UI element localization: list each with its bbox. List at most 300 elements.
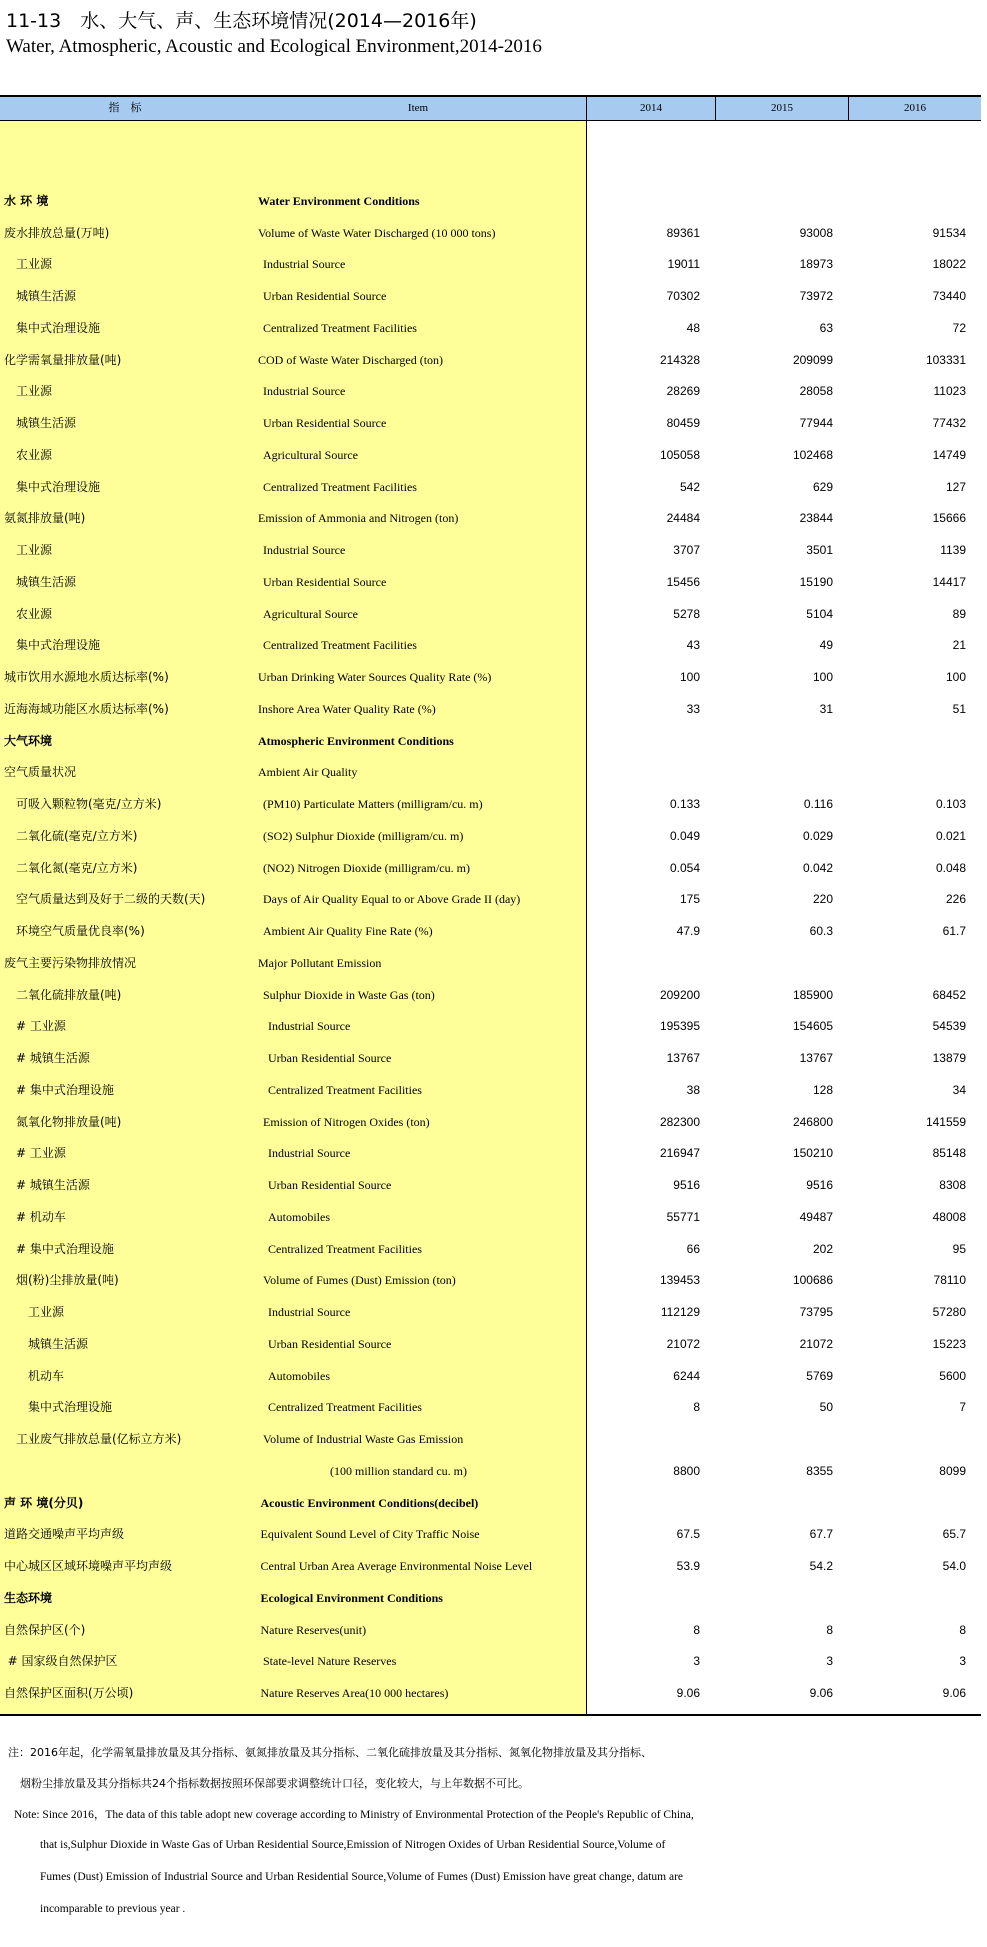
- table-bottom-rule: [0, 1714, 981, 1716]
- indicator-cn: 空气质量状况: [4, 765, 77, 780]
- indicator-cn: 工业源: [28, 1305, 65, 1319]
- table-row: [0, 1201, 981, 1233]
- indicator-en: Agricultural Source: [263, 447, 358, 462]
- value-2015: 93008: [799, 225, 833, 240]
- indicator-en: Nature Reserves(unit): [260, 1622, 367, 1637]
- table-row: [0, 1042, 981, 1074]
- value-2014: 43: [686, 638, 700, 653]
- table-row: [0, 693, 981, 725]
- value-2014: 89361: [666, 225, 700, 240]
- value-2014: 67.5: [676, 1527, 700, 1542]
- indicator-en: Agricultural Source: [263, 606, 358, 621]
- indicator-cn: 大气环境: [4, 733, 53, 748]
- table-row: [0, 217, 981, 249]
- indicator-en: Industrial Source: [268, 1305, 351, 1319]
- indicator-en: Central Urban Area Average Environmental Noise Level: [260, 1559, 533, 1573]
- table-row: [0, 1391, 981, 1423]
- section-header-row: [0, 725, 981, 757]
- indicator-en: (100 million standard cu. m): [330, 1463, 467, 1478]
- table-row: [0, 915, 981, 947]
- indicator-cn: 空气质量达到及好于二级的天数(天): [16, 892, 206, 907]
- value-2016: 85148: [932, 1146, 966, 1161]
- value-2015: 0.042: [802, 860, 833, 875]
- value-2015: 23844: [799, 511, 833, 526]
- value-2015: 54.2: [809, 1559, 833, 1573]
- table-row: [0, 852, 981, 884]
- value-2016: 127: [945, 479, 966, 494]
- header-year-2015: 2015: [771, 102, 793, 114]
- value-2016: 14749: [932, 447, 966, 462]
- indicator-en: Centralized Treatment Facilities: [268, 1400, 422, 1415]
- value-2016: 226: [945, 892, 966, 907]
- value-2016: [866, 185, 966, 217]
- value-2014: 8: [693, 1622, 700, 1637]
- value-2014: [600, 1423, 700, 1455]
- indicator-cn: 农业源: [16, 447, 53, 462]
- value-2015: [733, 185, 833, 217]
- indicator-en: State-level Nature Reserves: [263, 1654, 397, 1669]
- value-2014: 5278: [673, 606, 700, 621]
- value-2015: 49: [819, 638, 833, 653]
- value-2016: 78110: [933, 1273, 966, 1288]
- indicator-cn: 二氧化硫排放量(吨): [16, 987, 122, 1002]
- value-2015: 13767: [799, 1051, 833, 1065]
- value-2014: [600, 756, 700, 788]
- table-row: [0, 1677, 981, 1709]
- table-row: [0, 1010, 981, 1042]
- value-2015: 629: [812, 479, 833, 494]
- value-2016: 91534: [932, 225, 966, 240]
- value-2016: 54539: [932, 1019, 966, 1034]
- value-2015: 67.7: [809, 1527, 833, 1542]
- value-2015: [733, 756, 833, 788]
- value-2015: 246800: [792, 1114, 833, 1129]
- indicator-cn: 废气主要污染物排放情况: [4, 955, 137, 970]
- indicator-cn: 城镇生活源: [16, 416, 77, 430]
- value-2014: 21072: [666, 1336, 700, 1351]
- value-2015: 73972: [799, 289, 833, 303]
- table-row: [0, 280, 981, 312]
- value-2016: 34: [952, 1082, 966, 1097]
- value-2015: 102468: [792, 447, 833, 462]
- value-2016: 77432: [932, 416, 966, 430]
- value-2016: 21: [952, 638, 966, 653]
- value-2015: 209099: [792, 352, 833, 367]
- indicator-en: Water Environment Conditions: [258, 193, 420, 208]
- table-row: [0, 407, 981, 439]
- indicator-en: Equivalent Sound Level of City Traffic Noise: [260, 1527, 480, 1542]
- table-row: [0, 502, 981, 534]
- value-2016: 8099: [939, 1463, 966, 1478]
- table-row: [0, 1169, 981, 1201]
- value-2016: 14417: [932, 574, 966, 589]
- value-2015: 9516: [806, 1178, 833, 1192]
- value-2014: 53.9: [676, 1559, 700, 1573]
- value-2016: 11023: [933, 384, 966, 399]
- value-2016: 48008: [932, 1209, 966, 1224]
- indicator-cn: 自然保护区(个): [4, 1622, 86, 1637]
- indicator-cn: 二氧化氮(毫克/立方米): [16, 860, 138, 875]
- indicator-en: Urban Residential Source: [268, 1051, 392, 1065]
- value-2016: 8308: [939, 1178, 966, 1192]
- value-2014: 80459: [666, 416, 700, 430]
- value-2015: 202: [812, 1241, 833, 1256]
- table-row: [0, 248, 981, 280]
- table-row: [0, 566, 981, 598]
- value-2016: 72: [952, 320, 966, 335]
- indicator-cn: 氨氮排放量(吨): [4, 511, 86, 526]
- indicator-en: (SO2) Sulphur Dioxide (milligram/cu. m): [263, 828, 464, 843]
- value-2015: 154605: [792, 1019, 833, 1034]
- indicator-en: Major Pollutant Emission: [258, 955, 382, 970]
- note-chinese-line-2: 烟粉尘排放量及其分指标共24个指标数据按照环保部要求调整统计口径，变化较大，与上年数据不可比。: [20, 1777, 529, 1790]
- value-2014: 8: [693, 1400, 700, 1415]
- value-2016: [866, 1423, 966, 1455]
- value-2014: 139453: [659, 1273, 700, 1288]
- table-row: [0, 1423, 981, 1455]
- indicator-cn: # 工业源: [16, 1019, 66, 1034]
- indicator-cn: 城镇生活源: [28, 1336, 89, 1351]
- value-2014: 542: [679, 479, 700, 494]
- value-2015: 18973: [799, 257, 833, 272]
- table-row: [0, 1550, 981, 1582]
- value-2016: 54.0: [942, 1559, 966, 1573]
- indicator-en: Centralized Treatment Facilities: [268, 1241, 422, 1256]
- value-2016: 8: [959, 1622, 966, 1637]
- indicator-en: Emission of Nitrogen Oxides (ton): [263, 1114, 430, 1129]
- value-2014: 24484: [666, 511, 700, 526]
- indicator-en: Centralized Treatment Facilities: [263, 479, 417, 494]
- value-2014: 48: [686, 320, 700, 335]
- value-2014: 33: [686, 701, 700, 716]
- table-row: [0, 661, 981, 693]
- value-2014: 8800: [673, 1463, 700, 1478]
- value-2014: 28269: [666, 384, 700, 399]
- indicator-en: Ecological Environment Conditions: [260, 1590, 443, 1605]
- value-2014: [600, 725, 700, 757]
- indicator-en: Volume of Industrial Waste Gas Emission: [263, 1432, 464, 1446]
- indicator-en: Centralized Treatment Facilities: [263, 320, 417, 335]
- value-2015: 77944: [799, 416, 833, 430]
- indicator-en: (NO2) Nitrogen Dioxide (milligram/cu. m): [263, 860, 470, 875]
- indicator-en: Atmospheric Environment Conditions: [258, 733, 454, 748]
- indicator-cn: 氮氧化物排放量(吨): [16, 1114, 122, 1129]
- header-indicator: 指 标: [108, 102, 142, 114]
- indicator-cn: 可吸入颗粒物(毫克/立方米): [16, 797, 162, 811]
- indicator-en: Volume of Waste Water Discharged (10 000 tons): [258, 225, 496, 240]
- indicator-cn: 生态环境: [4, 1590, 53, 1605]
- note-english-line-2: that is,Sulphur Dioxide in Waste Gas of Urban Residential Source,Emission of Nitrogen Oxides of Urban Residential Source,Volume of: [40, 1839, 666, 1851]
- value-2016: 15666: [932, 511, 966, 526]
- table-row: [0, 153, 981, 185]
- value-2014: 100: [679, 670, 700, 684]
- note-english-line-3: Fumes (Dust) Emission of Industrial Source and Urban Residential Source,Volume of Fumes (Dust) Emission have great change, datum are: [40, 1871, 684, 1883]
- indicator-en: Industrial Source: [268, 1019, 351, 1034]
- value-2015: [733, 1487, 833, 1519]
- value-2016: 7: [959, 1400, 966, 1415]
- indicator-cn: # 工业源: [16, 1146, 66, 1161]
- indicator-cn: 工业废气排放总量(亿标立方米): [16, 1432, 182, 1446]
- indicator-en: Urban Residential Source: [268, 1178, 392, 1192]
- table-row: [0, 534, 981, 566]
- value-2014: [600, 1582, 700, 1614]
- value-2014: 15456: [666, 574, 700, 589]
- table-row: [0, 1074, 981, 1106]
- indicator-en: Automobiles: [268, 1209, 330, 1224]
- value-2014: 105058: [659, 447, 700, 462]
- section-header-row: [0, 1487, 981, 1519]
- indicator-en: Urban Residential Source: [263, 289, 387, 303]
- value-2014: 3707: [673, 543, 700, 557]
- indicator-en: Industrial Source: [263, 384, 346, 399]
- value-2016: [866, 1487, 966, 1519]
- table-title-english: Water, Atmospheric, Acoustic and Ecological Environment,2014-2016: [6, 36, 542, 57]
- header-year-2014: 2014: [640, 102, 662, 114]
- value-2014: [600, 185, 700, 217]
- value-2014: 47.9: [676, 924, 700, 938]
- value-2016: 1139: [940, 543, 966, 557]
- table-row: [0, 1360, 981, 1392]
- indicator-cn: 集中式治理设施: [16, 638, 101, 653]
- indicator-cn: 集中式治理设施: [28, 1400, 113, 1415]
- indicator-cn: 城镇生活源: [16, 289, 77, 303]
- value-2014: [600, 947, 700, 979]
- value-2016: [866, 756, 966, 788]
- indicator-en: Ambient Air Quality Fine Rate (%): [263, 924, 433, 938]
- table-row: [0, 1137, 981, 1169]
- indicator-en: Volume of Fumes (Dust) Emission (ton): [263, 1273, 456, 1288]
- indicator-cn: 水 环 境: [4, 193, 49, 208]
- indicator-en: (PM10) Particulate Matters (milligram/cu. m): [263, 797, 483, 811]
- value-2014: [600, 1487, 700, 1519]
- value-2016: [866, 1582, 966, 1614]
- value-2015: 60.3: [809, 924, 833, 938]
- value-2016: 0.048: [935, 860, 966, 875]
- indicator-cn: 工业源: [16, 543, 53, 557]
- value-2016: 18022: [932, 257, 966, 272]
- value-2014: 6244: [673, 1368, 700, 1383]
- value-2015: 50: [819, 1400, 833, 1415]
- table-row: [0, 439, 981, 471]
- table-row: [0, 1645, 981, 1677]
- table-row: [0, 344, 981, 376]
- value-2015: 5104: [806, 606, 833, 621]
- value-2014: 55771: [666, 1209, 700, 1224]
- value-2016: 103331: [925, 352, 966, 367]
- value-2015: 0.116: [803, 797, 833, 811]
- note-english-line-1: Note: Since 2016，The data of this table adopt new coverage according to Ministry of Environmental Protection of the People's Republic of China,: [14, 1809, 694, 1821]
- indicator-cn: # 国家级自然保护区: [7, 1654, 118, 1669]
- value-2016: 95: [952, 1241, 966, 1256]
- table-row: [0, 820, 981, 852]
- value-2014: 3: [693, 1654, 700, 1669]
- value-2016: 100: [945, 670, 966, 684]
- value-2016: 0.021: [935, 828, 966, 843]
- table-row: [0, 471, 981, 503]
- indicator-cn: 环境空气质量优良率(%): [16, 924, 145, 938]
- indicator-cn: 工业源: [16, 384, 53, 399]
- value-2014: 70302: [666, 289, 700, 303]
- value-2014: 9.06: [676, 1686, 700, 1700]
- table-row: [0, 756, 981, 788]
- indicator-en: Urban Residential Source: [263, 574, 387, 589]
- table-header: [0, 95, 981, 121]
- indicator-cn: 城镇生活源: [16, 574, 77, 589]
- indicator-cn: 二氧化硫(毫克/立方米): [16, 828, 138, 843]
- table-row: [0, 598, 981, 630]
- indicator-cn: 集中式治理设施: [16, 479, 101, 494]
- value-2016: 3: [959, 1654, 966, 1669]
- value-2016: 9.06: [942, 1686, 966, 1700]
- indicator-en: Days of Air Quality Equal to or Above Grade II (day): [263, 892, 521, 907]
- indicator-cn: 自然保护区面积(万公顷): [4, 1686, 134, 1700]
- value-2014: 38: [686, 1082, 700, 1097]
- table-row: [0, 1264, 981, 1296]
- value-2014: 214328: [659, 352, 700, 367]
- value-2014: 19011: [667, 257, 700, 272]
- value-2014: 216947: [659, 1146, 700, 1161]
- indicator-en: Emission of Ammonia and Nitrogen (ton): [258, 511, 459, 526]
- indicator-en: Industrial Source: [268, 1146, 351, 1161]
- note-chinese-line-1: 注：2016年起，化学需氧量排放量及其分指标、氨氮排放量及其分指标、二氧化硫排放量及其分指标、氮氧化物排放量及其分指标、: [8, 1746, 652, 1759]
- value-2015: [733, 1423, 833, 1455]
- table-row: [0, 1614, 981, 1646]
- value-2015: 49487: [799, 1209, 833, 1224]
- value-2014: 0.054: [669, 860, 700, 875]
- indicator-en: Automobiles: [268, 1368, 330, 1383]
- table-row: [0, 788, 981, 820]
- value-2015: 63: [819, 320, 833, 335]
- table-row: [0, 375, 981, 407]
- table-row: [0, 947, 981, 979]
- value-2015: 31: [819, 701, 833, 716]
- value-2015: 28058: [799, 384, 833, 399]
- table-row: [0, 1455, 981, 1487]
- value-2016: 5600: [939, 1368, 966, 1383]
- section-header-row: [0, 1582, 981, 1614]
- value-2016: 141559: [925, 1114, 966, 1129]
- value-2014: 175: [679, 892, 700, 907]
- value-2014: 13767: [666, 1051, 700, 1065]
- value-2016: [866, 725, 966, 757]
- table-row: [0, 312, 981, 344]
- value-2014: 195395: [659, 1019, 700, 1034]
- value-2015: 21072: [799, 1336, 833, 1351]
- indicator-en: Industrial Source: [263, 543, 346, 557]
- indicator-en: Acoustic Environment Conditions(decibel): [260, 1495, 479, 1510]
- indicator-en: Centralized Treatment Facilities: [268, 1082, 422, 1097]
- indicator-en: COD of Waste Water Discharged (ton): [258, 352, 444, 367]
- indicator-cn: 废水排放总量(万吨): [4, 225, 110, 240]
- value-2015: 100686: [792, 1273, 833, 1288]
- header-year-2016: 2016: [904, 102, 926, 114]
- indicator-en: Urban Drinking Water Sources Quality Rate (%): [258, 670, 492, 684]
- indicator-en: Nature Reserves Area(10 000 hectares): [260, 1686, 449, 1700]
- header-item: Item: [407, 102, 429, 114]
- table-row: [0, 979, 981, 1011]
- value-2014: 0.133: [669, 797, 700, 811]
- indicator-cn: 工业源: [16, 257, 53, 272]
- indicator-cn: 农业源: [16, 606, 53, 621]
- value-2015: 8: [826, 1622, 833, 1637]
- indicator-cn: # 城镇生活源: [16, 1051, 90, 1065]
- value-2015: 8355: [806, 1463, 833, 1478]
- value-2016: 73440: [932, 289, 966, 303]
- value-2016: 89: [952, 606, 966, 621]
- table-row: [0, 1328, 981, 1360]
- indicator-en: Urban Residential Source: [268, 1336, 392, 1351]
- indicator-cn: 化学需氧量排放量(吨): [4, 352, 122, 367]
- value-2014: 282300: [659, 1114, 700, 1129]
- indicator-cn: # 机动车: [16, 1209, 66, 1224]
- indicator-cn: 集中式治理设施: [16, 320, 101, 335]
- value-2015: 185900: [792, 987, 833, 1002]
- value-2015: 3501: [806, 543, 833, 557]
- indicator-cn: # 集中式治理设施: [16, 1082, 114, 1097]
- value-2015: [733, 725, 833, 757]
- indicator-cn: 道路交通噪声平均声级: [4, 1527, 125, 1542]
- indicator-cn: 近海海域功能区水质达标率(%): [4, 701, 169, 716]
- value-2016: 0.103: [935, 797, 966, 811]
- value-2014: 112129: [660, 1305, 700, 1319]
- indicator-cn: 声 环 境(分贝): [4, 1495, 84, 1510]
- table-row: [0, 1233, 981, 1265]
- value-2016: 51: [952, 701, 966, 716]
- value-2016: 61.7: [942, 924, 966, 938]
- value-2015: 5769: [806, 1368, 833, 1383]
- value-2016: 57280: [932, 1305, 966, 1319]
- value-2015: [733, 947, 833, 979]
- note-english-line-4: incomparable to previous year .: [40, 1903, 186, 1915]
- indicator-cn: 中心城区区域环境噪声平均声级: [4, 1559, 173, 1573]
- value-2015: 150210: [792, 1146, 833, 1161]
- value-2015: 128: [812, 1082, 833, 1097]
- indicator-cn: 城市饮用水源地水质达标率(%): [4, 670, 169, 684]
- indicator-en: Industrial Source: [263, 257, 346, 272]
- value-2014: 0.049: [669, 828, 700, 843]
- table-row: [0, 883, 981, 915]
- indicator-cn: 烟(粉)尘排放量(吨): [16, 1273, 119, 1288]
- value-2016: [866, 947, 966, 979]
- value-2015: 3: [826, 1654, 833, 1669]
- table-title-chinese: 11-13 水、大气、声、生态环境情况(2014—2016年): [6, 10, 477, 32]
- value-2014: 9516: [673, 1178, 700, 1192]
- table-row: [0, 629, 981, 661]
- indicator-en: Urban Residential Source: [263, 416, 387, 430]
- table-row: [0, 1518, 981, 1550]
- value-2015: 9.06: [809, 1686, 833, 1700]
- value-2015: 73795: [799, 1305, 833, 1319]
- value-2015: 100: [812, 670, 833, 684]
- value-2014: 66: [686, 1241, 700, 1256]
- table-row: [0, 1296, 981, 1328]
- section-header-row: [0, 185, 981, 217]
- indicator-cn: # 城镇生活源: [16, 1178, 90, 1192]
- value-2016: 13879: [932, 1051, 966, 1065]
- value-2016: 68452: [932, 987, 966, 1002]
- indicator-en: Sulphur Dioxide in Waste Gas (ton): [263, 987, 435, 1002]
- indicator-cn: # 集中式治理设施: [16, 1241, 114, 1256]
- indicator-cn: 机动车: [28, 1368, 65, 1383]
- value-2015: [733, 1582, 833, 1614]
- value-2014: 209200: [659, 987, 700, 1002]
- value-2016: 15223: [932, 1336, 966, 1351]
- indicator-en: Centralized Treatment Facilities: [263, 638, 417, 653]
- indicator-en: Ambient Air Quality: [258, 765, 358, 780]
- value-2016: 65.7: [942, 1527, 966, 1542]
- value-2015: 220: [812, 892, 833, 907]
- value-2015: 15190: [799, 574, 833, 589]
